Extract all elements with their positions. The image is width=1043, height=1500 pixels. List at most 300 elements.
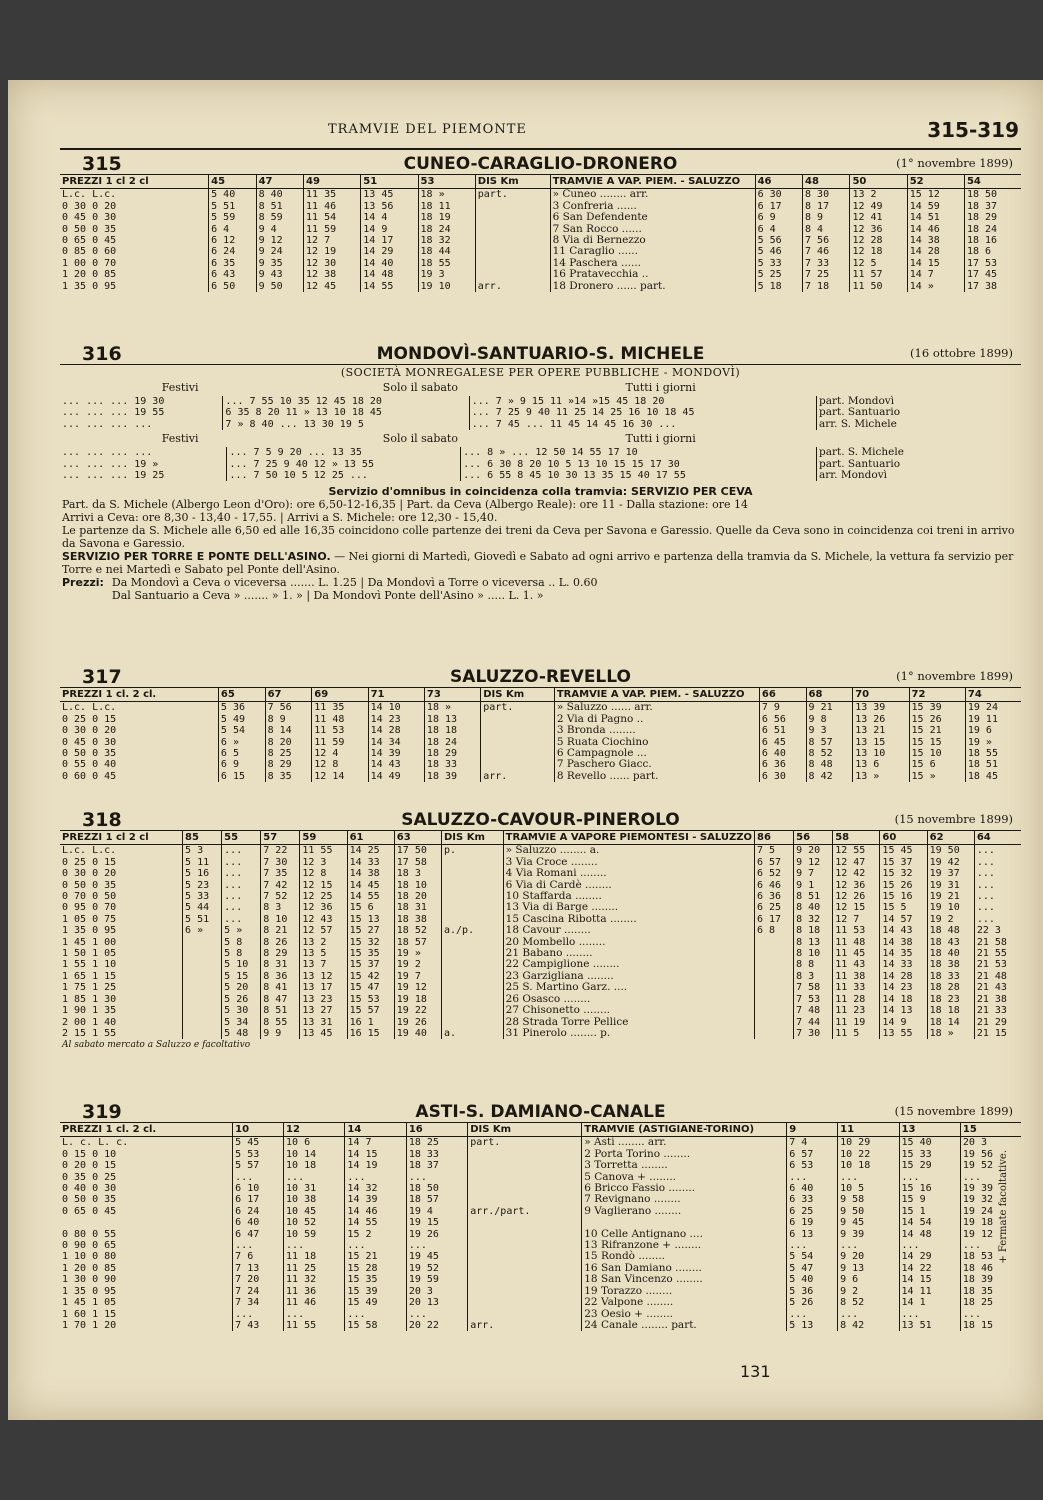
time-cell bbox=[468, 1286, 582, 1297]
time-cell: 5 11 bbox=[183, 857, 222, 868]
time-cell: 8 3 bbox=[261, 902, 300, 913]
time-cell: 14 46 bbox=[345, 1206, 406, 1217]
time-cell bbox=[441, 937, 503, 948]
time-cell: 21 55 bbox=[976, 948, 1007, 960]
time-cell: L. c. L. c. bbox=[60, 1137, 233, 1149]
time-cell: 15 32 bbox=[347, 937, 394, 948]
time-cell: ... bbox=[406, 1240, 467, 1251]
table-row bbox=[60, 868, 1021, 879]
time-cell: 5 48 bbox=[222, 1028, 261, 1039]
time-cell: 15 16 bbox=[899, 1183, 960, 1194]
table-row bbox=[60, 1194, 1021, 1205]
time-cell bbox=[441, 982, 503, 993]
time-cell: 21 38 bbox=[976, 993, 1007, 1005]
time-cell: 14 55 bbox=[361, 281, 418, 292]
time-cell: 6 40 bbox=[233, 1217, 284, 1228]
time-cell: 6 5 bbox=[218, 748, 265, 759]
time-cell: 15 39 bbox=[345, 1286, 406, 1297]
time-cell: 8 26 bbox=[261, 937, 300, 948]
time-cell: 11 36 bbox=[284, 1286, 345, 1297]
time-cell: 19 18 bbox=[394, 994, 441, 1005]
time-cell: 13 5 bbox=[300, 948, 347, 959]
time-cell: 19 7 bbox=[394, 971, 441, 982]
time-cell: ... ... ... 19 » bbox=[60, 459, 227, 470]
time-cell: 18 33 bbox=[406, 1149, 467, 1160]
time-cell: 5 49 bbox=[218, 714, 265, 725]
time-cell: 19 2 bbox=[927, 914, 974, 925]
time-cell: ... ... ... 19 55 bbox=[60, 407, 223, 418]
time-cell bbox=[481, 748, 555, 759]
station-cell: part. Santuario bbox=[819, 457, 901, 470]
table-row bbox=[60, 1297, 1021, 1308]
column-header: 54 bbox=[964, 175, 1021, 189]
station-cell: 16 Pratavecchia .. bbox=[550, 269, 755, 280]
time-cell: 18 57 bbox=[406, 1194, 467, 1205]
time-cell: 6 53 bbox=[787, 1160, 838, 1171]
section-title bbox=[60, 1100, 1021, 1123]
table-row bbox=[60, 982, 1021, 993]
time-cell: L.c. L.c. bbox=[60, 845, 183, 857]
time-cell bbox=[468, 1240, 582, 1251]
time-cell: 5 36 bbox=[787, 1286, 838, 1297]
table-row bbox=[60, 925, 1021, 936]
time-cell: 7 43 bbox=[233, 1320, 284, 1331]
table-row bbox=[60, 737, 1021, 748]
table-row bbox=[60, 714, 1021, 725]
time-cell: 0 30 0 20 bbox=[60, 201, 209, 212]
price-line: Da Mondovì a Ceva o viceversa ....... L. 1.25 | Da Mondovì a Torre o viceversa .. L. 0.60 bbox=[111, 576, 598, 590]
time-cell: 12 25 bbox=[300, 891, 347, 902]
section-title bbox=[60, 342, 1021, 365]
time-cell: 14 1 bbox=[899, 1297, 960, 1308]
time-cell: ... bbox=[233, 1309, 284, 1320]
time-cell: 18 25 bbox=[406, 1137, 467, 1149]
time-cell: 15 35 bbox=[345, 1274, 406, 1285]
time-cell: 11 43 bbox=[833, 959, 880, 970]
column-header: 14 bbox=[345, 1123, 406, 1137]
time-cell: 12 55 bbox=[833, 845, 880, 857]
time-cell: 16 15 bbox=[347, 1028, 394, 1039]
station-cell: 10 Staffarda ........ bbox=[503, 891, 754, 902]
station-cell: 10 Celle Antignano .... bbox=[582, 1229, 787, 1240]
station-cell: 3 Confreria ...... bbox=[550, 201, 755, 212]
section-title bbox=[60, 808, 1021, 831]
time-cell: 15 » bbox=[909, 771, 965, 782]
time-cell: 10 5 bbox=[838, 1183, 899, 1194]
column-header: DIS Km bbox=[468, 1123, 582, 1137]
time-cell: ... bbox=[976, 879, 995, 891]
table-row bbox=[60, 1309, 1021, 1320]
time-cell: 9 35 bbox=[256, 258, 303, 269]
time-cell: ... bbox=[899, 1172, 960, 1183]
time-cell: 14 51 bbox=[907, 212, 964, 223]
time-cell: 8 32 bbox=[794, 914, 833, 925]
time-cell: 14 9 bbox=[361, 224, 418, 235]
line-name: ASTI-S. DAMIANO-CANALE bbox=[415, 1102, 666, 1122]
time-cell: ... bbox=[222, 868, 261, 879]
time-cell: L.c. L.c. bbox=[60, 189, 209, 201]
time-cell: 14 25 bbox=[347, 845, 394, 857]
time-cell: 19 10 bbox=[927, 902, 974, 913]
table-row bbox=[60, 1137, 1021, 1149]
time-cell: 14 28 bbox=[880, 971, 927, 982]
time-cell: 18 44 bbox=[418, 246, 475, 257]
time-cell: 12 4 bbox=[312, 748, 368, 759]
time-cell: 14 38 bbox=[347, 868, 394, 879]
time-cell: 18 53 bbox=[962, 1251, 994, 1263]
time-cell: 1 10 0 80 bbox=[60, 1251, 233, 1262]
time-cell: L.c. L.c. bbox=[60, 702, 218, 714]
column-header: 69 bbox=[312, 688, 368, 702]
time-cell: 6 4 bbox=[755, 224, 802, 235]
time-cell: 18 29 bbox=[966, 212, 998, 224]
time-cell: 20 3 bbox=[406, 1286, 467, 1297]
time-cell bbox=[468, 1263, 582, 1274]
column-header: 66 bbox=[759, 688, 806, 702]
time-cell: 11 33 bbox=[833, 982, 880, 993]
time-cell: 18 13 bbox=[424, 714, 480, 725]
time-cell: ... ... ... 19 30 bbox=[60, 396, 223, 407]
time-cell: 8 13 bbox=[794, 937, 833, 948]
time-cell: ... 7 » 9 15 11 »14 »15 45 18 20 bbox=[469, 396, 816, 407]
time-cell: ... bbox=[976, 845, 995, 857]
time-cell: 6 25 bbox=[787, 1206, 838, 1217]
time-cell: 15 47 bbox=[347, 982, 394, 993]
time-cell: 12 7 bbox=[304, 235, 361, 246]
time-cell: 11 48 bbox=[833, 937, 880, 948]
station-cell: 5 Ruata Ciochino bbox=[554, 737, 759, 748]
table-row bbox=[60, 1217, 1021, 1228]
station-cell: part. Santuario bbox=[819, 406, 901, 419]
time-cell bbox=[475, 269, 550, 280]
time-cell: 14 35 bbox=[880, 948, 927, 959]
time-cell: 0 65 0 45 bbox=[60, 1206, 233, 1217]
time-cell: 5 36 bbox=[218, 702, 265, 714]
time-cell: 19 39 bbox=[962, 1183, 994, 1195]
time-cell: 18 24 bbox=[418, 224, 475, 235]
time-cell: 12 57 bbox=[300, 925, 347, 936]
section-317 bbox=[60, 665, 1021, 782]
time-cell: 0 30 0 20 bbox=[60, 868, 183, 879]
time-cell: 13 26 bbox=[853, 714, 909, 725]
column-header: 55 bbox=[222, 831, 261, 845]
time-cell: 9 7 bbox=[794, 868, 833, 879]
time-cell: 18 51 bbox=[967, 759, 998, 771]
column-header: PREZZI 1 cl 2 cl bbox=[60, 175, 209, 189]
time-cell: 18 18 bbox=[424, 725, 480, 736]
column-header: 58 bbox=[833, 831, 880, 845]
time-cell: 15 16 bbox=[880, 891, 927, 902]
time-cell: 15 26 bbox=[880, 880, 927, 891]
station-cell: 7 Paschero Giacc. bbox=[554, 759, 759, 770]
time-cell: 0 25 0 15 bbox=[60, 714, 218, 725]
time-cell: ... 7 45 ... 11 45 14 45 16 30 ... bbox=[469, 419, 816, 430]
table-row bbox=[60, 1229, 1021, 1240]
column-header: 53 bbox=[418, 175, 475, 189]
time-cell: 9 39 bbox=[838, 1229, 899, 1240]
time-cell bbox=[755, 937, 794, 948]
time-cell: 7 53 bbox=[794, 994, 833, 1005]
time-cell: 8 25 bbox=[265, 748, 312, 759]
time-cell: 15 13 bbox=[347, 914, 394, 925]
time-cell: 13 23 bbox=[300, 994, 347, 1005]
time-cell: arr. bbox=[468, 1320, 582, 1331]
column-header: 72 bbox=[909, 688, 965, 702]
omnibus-line: Part. da S. Michele (Albergo Leon d'Oro): ore 6,50-12-16,35 | Part. da Ceva (Albergo Reale): ore 11 - Dalla stazione: ore 14 bbox=[62, 498, 748, 512]
time-cell: 11 18 bbox=[284, 1251, 345, 1262]
time-cell: 12 49 bbox=[850, 201, 907, 212]
time-cell: 15 57 bbox=[347, 1005, 394, 1016]
time-cell bbox=[183, 959, 222, 970]
column-header: 11 bbox=[838, 1123, 899, 1137]
time-cell: 7 24 bbox=[233, 1286, 284, 1297]
time-cell: 19 31 bbox=[927, 880, 974, 891]
timetable-316-outbound bbox=[60, 396, 1021, 430]
time-cell: 8 55 bbox=[261, 1017, 300, 1028]
station-cell: 25 S. Martino Garz. .... bbox=[503, 982, 754, 993]
time-cell: 18 52 bbox=[394, 925, 441, 936]
time-cell bbox=[475, 201, 550, 212]
station-cell: 21 Babano ........ bbox=[503, 948, 754, 959]
time-cell: 6 46 bbox=[755, 880, 794, 891]
time-cell: 11 28 bbox=[833, 994, 880, 1005]
running-header bbox=[8, 120, 1043, 142]
time-cell: 12 8 bbox=[300, 868, 347, 879]
time-cell: 11 59 bbox=[312, 737, 368, 748]
time-cell: 0 60 0 45 bbox=[60, 771, 218, 782]
section-number: 318 bbox=[82, 809, 122, 831]
table-row bbox=[60, 759, 1021, 770]
time-cell: 6 24 bbox=[233, 1206, 284, 1217]
time-cell: 12 42 bbox=[833, 868, 880, 879]
time-cell bbox=[183, 982, 222, 993]
station-cell: 22 Valpone ........ bbox=[582, 1297, 787, 1308]
time-cell: 0 50 0 35 bbox=[60, 748, 218, 759]
time-cell: 1 85 1 30 bbox=[60, 994, 183, 1005]
time-cell: 14 33 bbox=[880, 959, 927, 970]
time-cell: 9 50 bbox=[838, 1206, 899, 1217]
column-header: 9 bbox=[787, 1123, 838, 1137]
time-cell bbox=[755, 948, 794, 959]
station-cell: 3 Bronda ........ bbox=[554, 725, 759, 736]
time-cell bbox=[755, 1005, 794, 1016]
time-cell: 18 38 bbox=[927, 959, 974, 970]
time-cell: 5 33 bbox=[755, 258, 802, 269]
time-cell: 6 51 bbox=[759, 725, 806, 736]
time-cell: 8 9 bbox=[803, 212, 850, 223]
time-cell: 6 17 bbox=[755, 914, 794, 925]
time-cell: 15 28 bbox=[345, 1263, 406, 1274]
time-cell: 15 6 bbox=[909, 759, 965, 770]
section-number: 316 bbox=[82, 343, 122, 365]
time-cell: ... bbox=[222, 845, 261, 857]
time-cell: arr. bbox=[481, 771, 555, 782]
time-cell: 17 45 bbox=[966, 269, 998, 281]
time-cell bbox=[468, 1183, 582, 1194]
column-header: TRAMVIE (ASTIGIANE-TORINO) bbox=[582, 1123, 787, 1137]
time-cell: 1 70 1 20 bbox=[60, 1320, 233, 1331]
time-cell: ... bbox=[345, 1240, 406, 1251]
time-cell: 0 90 0 65 bbox=[60, 1240, 233, 1251]
time-cell bbox=[468, 1297, 582, 1308]
time-cell: 12 19 bbox=[304, 246, 361, 257]
timetable-318 bbox=[60, 831, 1021, 1039]
station-cell: 8 Revello ...... part. bbox=[554, 771, 759, 782]
time-cell: 8 29 bbox=[261, 948, 300, 959]
time-cell: 5 15 bbox=[222, 971, 261, 982]
time-cell: 12 47 bbox=[833, 857, 880, 868]
effective-date: (15 novembre 1899) bbox=[894, 1104, 1013, 1118]
column-header: 12 bbox=[284, 1123, 345, 1137]
time-cell: 18 48 bbox=[927, 925, 974, 936]
section-number: 317 bbox=[82, 666, 122, 688]
column-header: 57 bbox=[261, 831, 300, 845]
time-cell: 8 36 bbox=[261, 971, 300, 982]
column-header: 51 bbox=[361, 175, 418, 189]
time-cell: 5 10 bbox=[222, 959, 261, 970]
time-cell: 0 55 0 40 bbox=[60, 759, 218, 770]
time-cell: 13 » bbox=[853, 771, 909, 782]
station-cell: » Cuneo ........ arr. bbox=[550, 189, 755, 201]
group-label: Tutti i giorni bbox=[625, 432, 696, 446]
time-cell: 13 7 bbox=[300, 959, 347, 970]
time-cell: 15 37 bbox=[347, 959, 394, 970]
time-cell: 7 56 bbox=[265, 702, 312, 714]
page-number: 131 bbox=[740, 1362, 771, 1381]
time-cell: 11 55 bbox=[284, 1320, 345, 1331]
time-cell bbox=[441, 1017, 503, 1028]
time-cell: 9 13 bbox=[838, 1263, 899, 1274]
station-cell: 6 Via di Cardè ........ bbox=[503, 880, 754, 891]
time-cell: 8 21 bbox=[261, 925, 300, 936]
time-cell: 1 05 0 75 bbox=[60, 914, 183, 925]
time-cell: ... 6 30 8 20 10 5 13 10 15 15 17 30 bbox=[461, 459, 817, 470]
section-316 bbox=[60, 342, 1021, 602]
time-cell: 1 20 0 85 bbox=[60, 269, 209, 280]
column-header: 45 bbox=[209, 175, 256, 189]
time-cell: 5 26 bbox=[787, 1297, 838, 1308]
column-header: DIS Km bbox=[475, 175, 550, 189]
time-cell: ... bbox=[222, 914, 261, 925]
time-cell: 1 45 1 05 bbox=[60, 1297, 233, 1308]
time-cell: 18 25 bbox=[962, 1297, 994, 1309]
time-cell: 19 22 bbox=[394, 1005, 441, 1016]
station-cell: 5 Canova + ........ bbox=[582, 1172, 787, 1183]
time-cell: 0 85 0 60 bbox=[60, 246, 209, 257]
station-cell: 2 Porta Torino ........ bbox=[582, 1149, 787, 1160]
time-cell: 6 12 bbox=[209, 235, 256, 246]
time-cell: 11 57 bbox=[850, 269, 907, 280]
group-label: Festivi bbox=[161, 381, 199, 394]
time-cell: 8 41 bbox=[261, 982, 300, 993]
column-header: TRAMVIE A VAPORE PIEMONTESI - SALUZZO bbox=[503, 831, 754, 845]
price-line: Dal Santuario a Ceva » ....... » 1. » | Da Mondovì Ponte dell'Asino » ..... L. 1. » bbox=[111, 589, 544, 603]
time-cell: 8 8 bbox=[794, 959, 833, 970]
time-cell: 5 30 bbox=[222, 1005, 261, 1016]
time-cell: 12 28 bbox=[850, 235, 907, 246]
time-cell: 18 16 bbox=[966, 235, 998, 247]
time-cell: 7 58 bbox=[794, 982, 833, 993]
station-cell: 19 Torazzo ........ bbox=[582, 1286, 787, 1297]
time-cell: 5 59 bbox=[209, 212, 256, 223]
line-name: MONDOVÌ-SANTUARIO-S. MICHELE bbox=[376, 344, 705, 364]
time-cell bbox=[755, 959, 794, 970]
station-cell: 2 Via di Pagno .. bbox=[554, 714, 759, 725]
time-cell: 9 1 bbox=[794, 880, 833, 891]
time-cell: 0 35 0 25 bbox=[60, 1172, 233, 1183]
column-header: DIS Km bbox=[481, 688, 555, 702]
column-header: 10 bbox=[233, 1123, 284, 1137]
time-cell: 14 38 bbox=[907, 235, 964, 246]
time-cell: 6 13 bbox=[787, 1229, 838, 1240]
effective-date: (1° novembre 1899) bbox=[896, 156, 1013, 170]
column-header: 49 bbox=[304, 175, 361, 189]
time-cell: 9 2 bbox=[838, 1286, 899, 1297]
column-header: PREZZI 1 cl. 2 cl. bbox=[60, 1123, 233, 1137]
column-header: 85 bbox=[183, 831, 222, 845]
table-row bbox=[60, 189, 1021, 201]
time-cell: 15 5 bbox=[880, 902, 927, 913]
time-cell: ... ... ... ... bbox=[60, 419, 223, 430]
time-cell: 14 55 bbox=[347, 891, 394, 902]
station-cell: 3 Torretta ........ bbox=[582, 1160, 787, 1171]
time-cell: 1 30 0 90 bbox=[60, 1274, 233, 1285]
effective-date: (1° novembre 1899) bbox=[896, 669, 1013, 683]
time-cell: 6 4 bbox=[209, 224, 256, 235]
station-cell: 4 Via Romani ........ bbox=[503, 868, 754, 879]
time-cell: 14 23 bbox=[368, 714, 424, 725]
time-cell: ... bbox=[899, 1309, 960, 1320]
time-cell bbox=[755, 1028, 794, 1039]
table-row bbox=[60, 1240, 1021, 1251]
time-cell: 0 40 0 30 bbox=[60, 1183, 233, 1194]
optional-stops-note: + Fermate facoltative. bbox=[998, 1150, 1009, 1264]
time-cell: 6 9 bbox=[218, 759, 265, 770]
time-cell: 14 32 bbox=[345, 1183, 406, 1194]
time-cell: 0 65 0 45 bbox=[60, 235, 209, 246]
column-header: 47 bbox=[256, 175, 303, 189]
time-cell: 5 51 bbox=[209, 201, 256, 212]
time-cell: 14 57 bbox=[880, 914, 927, 925]
time-cell: 15 29 bbox=[899, 1160, 960, 1171]
time-cell: 18 19 bbox=[418, 212, 475, 223]
section-title bbox=[60, 665, 1021, 688]
time-cell: 14 13 bbox=[880, 1005, 927, 1016]
table-row bbox=[60, 1286, 1021, 1297]
time-cell: 5 » bbox=[222, 925, 261, 936]
time-cell: 5 40 bbox=[787, 1274, 838, 1285]
column-header: 73 bbox=[424, 688, 480, 702]
station-cell: 18 Cavour ........ bbox=[503, 925, 754, 936]
time-cell: 14 » bbox=[907, 281, 964, 292]
time-cell: 15 21 bbox=[345, 1251, 406, 1262]
time-cell: 13 45 bbox=[361, 189, 418, 201]
time-cell: 11 35 bbox=[304, 189, 361, 201]
time-cell: 6 8 bbox=[755, 925, 794, 936]
time-cell: 21 43 bbox=[976, 982, 1007, 994]
time-cell: 13 2 bbox=[300, 937, 347, 948]
time-cell: 18 57 bbox=[394, 937, 441, 948]
time-cell: 1 35 0 95 bbox=[60, 281, 209, 292]
time-cell: 13 6 bbox=[853, 759, 909, 770]
time-cell: 0 15 0 10 bbox=[60, 1149, 233, 1160]
time-cell: 9 45 bbox=[838, 1217, 899, 1228]
time-cell: 14 28 bbox=[368, 725, 424, 736]
column-header: 71 bbox=[368, 688, 424, 702]
timetable-316-return bbox=[60, 447, 1021, 481]
time-cell: 8 59 bbox=[256, 212, 303, 223]
time-cell: 15 1 bbox=[899, 1206, 960, 1217]
